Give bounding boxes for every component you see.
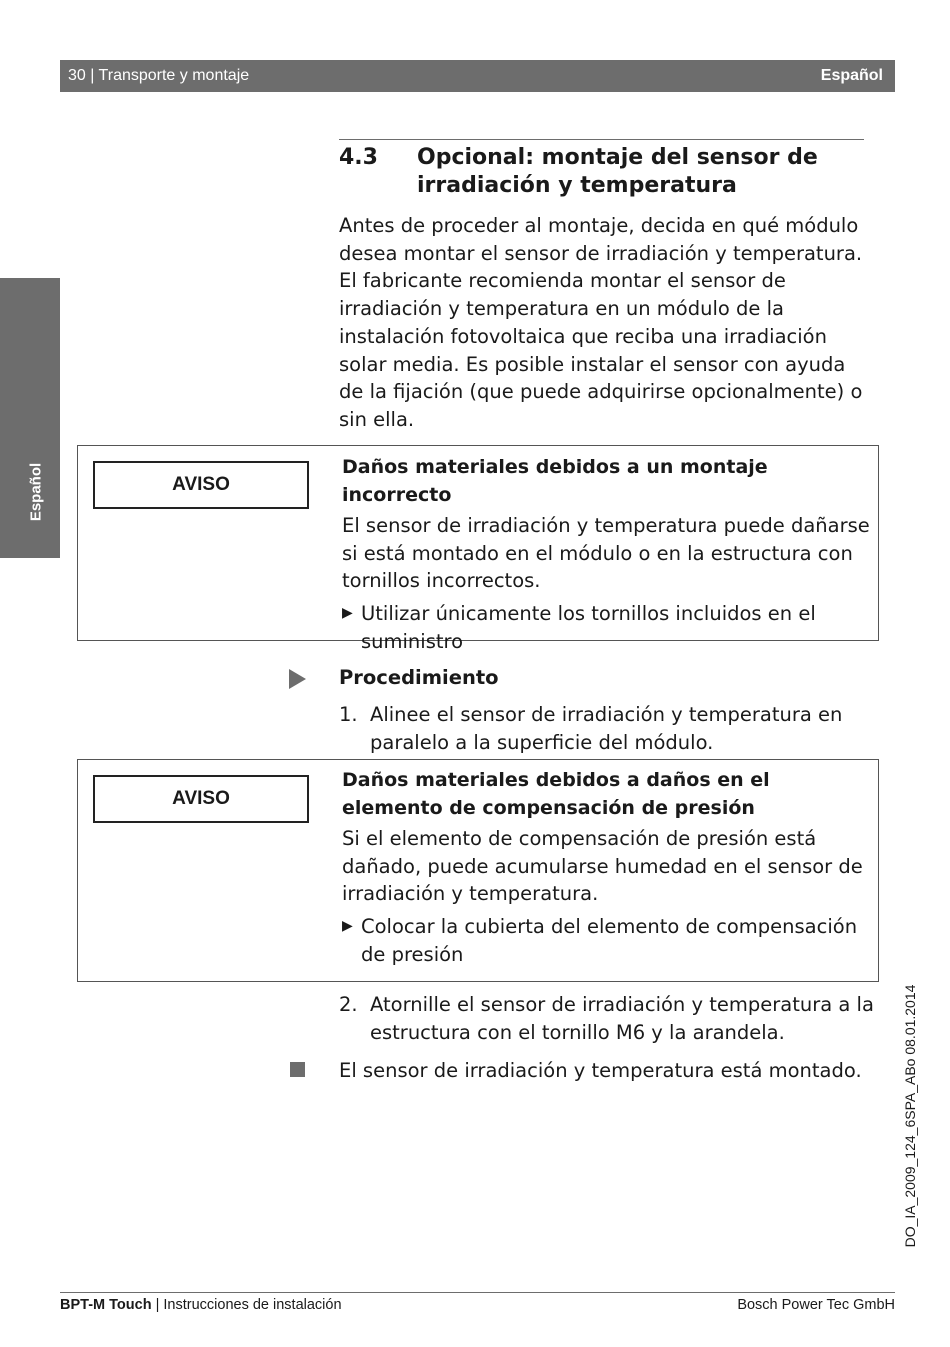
notice-description: Si el elemento de compensación de presión está dañado, puede acumularse humedad en el sensor de irradiación y temperatura.	[342, 827, 863, 906]
step-text: Atornille el sensor de irradiación y temperatura a la estructura con el tornillo M6 y la arandela.	[370, 993, 874, 1044]
side-tab-label: Español	[27, 462, 45, 522]
notice-box	[77, 759, 879, 982]
footer-left	[60, 1297, 342, 1313]
section-title: Opcional: montaje del sensor de irradiación y temperatura	[417, 145, 818, 198]
footer-doc-type: Instrucciones de instalación	[163, 1297, 342, 1313]
step-number: 2.	[339, 993, 358, 1016]
procedure-result: El sensor de irradiación y temperatura está montado.	[339, 1059, 862, 1082]
section-number: 4.3	[339, 145, 378, 170]
notice-title: Daños materiales debidos a daños en el elemento de compensación de presión	[342, 769, 770, 819]
notice-box	[77, 445, 879, 653]
notice-action-text: Colocar la cubierta del elemento de compensación de presión	[361, 915, 858, 966]
notice-content	[342, 454, 872, 656]
notice-action	[342, 913, 872, 968]
notice-content	[342, 767, 872, 969]
page-header	[60, 60, 895, 92]
header-language: Español	[820, 67, 883, 84]
footer-product: BPT-M Touch	[60, 1297, 152, 1313]
notice-badge: AVISO	[93, 461, 309, 509]
notice-description: El sensor de irradiación y temperatura puede dañarse si está montado en el módulo o en la estructura con tornillos incorrectos.	[342, 514, 870, 593]
header-section-title: 30 | Transporte y montaje	[68, 67, 250, 84]
footer-separator: |	[151, 1297, 164, 1313]
procedure-title: Procedimiento	[339, 666, 499, 689]
procedure-step	[339, 701, 874, 756]
notice-badge: AVISO	[93, 775, 309, 823]
procedure-step	[339, 991, 874, 1046]
footer-company: Bosch Power Tec GmbH	[737, 1297, 895, 1313]
footer-divider	[60, 1292, 895, 1293]
document-id: DO_IA_2009_124_6SPA_ABo 08.01.2014	[902, 984, 918, 1248]
result-square-icon	[290, 1062, 305, 1077]
page-footer	[60, 1297, 895, 1313]
notice-action-text: Utilizar únicamente los tornillos incluidos en el suministro	[361, 602, 816, 653]
intro-paragraph: Antes de proceder al montaje, decida en qué módulo desea montar el sensor de irradiación y temperatura. El fabricante recomienda montar el sensor de irradiación y temperatura en un módulo de la instalación fotovoltaica que reciba una irradiación solar media. Es posible instalar el sensor con ayuda de la fijación (que puede adquirirse opcionalmente) o sin ella.	[339, 214, 863, 431]
action-arrow-icon: ▶	[342, 918, 353, 935]
notice-action	[342, 600, 872, 655]
step-text: Alinee el sensor de irradiación y temperatura en paralelo a la superficie del módulo.	[370, 703, 843, 754]
notice-title: Daños materiales debidos a un montaje incorrecto	[342, 456, 768, 506]
section-divider	[339, 139, 864, 140]
action-arrow-icon: ▶	[342, 605, 353, 622]
section-heading	[339, 144, 869, 200]
procedure-arrow-icon	[289, 669, 306, 689]
step-number: 1.	[339, 703, 358, 726]
